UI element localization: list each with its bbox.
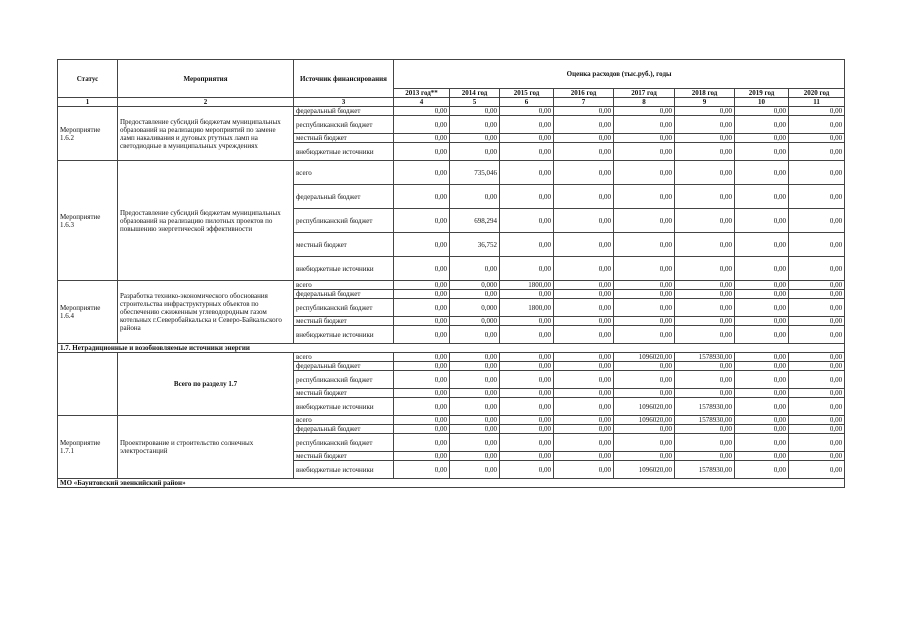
funding-source: местный бюджет bbox=[294, 389, 394, 398]
value-cell: 0,00 bbox=[675, 317, 735, 326]
measure-title: Всего по разделу 1.7 bbox=[118, 353, 294, 416]
value-cell: 0,00 bbox=[450, 143, 500, 161]
value-cell: 0,00 bbox=[450, 389, 500, 398]
value-cell: 0,00 bbox=[554, 416, 614, 425]
value-cell: 0,00 bbox=[554, 257, 614, 281]
value-cell: 0,00 bbox=[500, 371, 554, 389]
value-cell: 0,00 bbox=[394, 452, 450, 461]
value-cell: 0,00 bbox=[735, 233, 789, 257]
value-cell: 0,000 bbox=[450, 317, 500, 326]
year-header: 2017 год bbox=[614, 89, 675, 98]
table-row bbox=[58, 353, 845, 362]
funding-source: местный бюджет bbox=[294, 233, 394, 257]
value-cell: 0,00 bbox=[735, 116, 789, 134]
status-cell: Мероприятие 1.6.3 bbox=[58, 161, 118, 281]
value-cell: 0,00 bbox=[614, 389, 675, 398]
value-cell: 698,294 bbox=[450, 209, 500, 233]
status-cell: Мероприятие 1.7.1 bbox=[58, 416, 118, 479]
value-cell: 0,000 bbox=[450, 281, 500, 290]
value-cell: 0,00 bbox=[394, 425, 450, 434]
value-cell: 0,00 bbox=[554, 425, 614, 434]
value-cell: 0,00 bbox=[394, 281, 450, 290]
value-cell: 0,00 bbox=[394, 317, 450, 326]
value-cell: 1096020,00 bbox=[614, 353, 675, 362]
funding-source: местный бюджет bbox=[294, 452, 394, 461]
value-cell: 0,00 bbox=[789, 425, 845, 434]
value-cell: 0,00 bbox=[500, 389, 554, 398]
value-cell: 0,00 bbox=[735, 317, 789, 326]
value-cell: 0,00 bbox=[789, 257, 845, 281]
value-cell: 0,00 bbox=[735, 134, 789, 143]
value-cell: 0,00 bbox=[675, 371, 735, 389]
funding-source: внебюджетные источники bbox=[294, 326, 394, 344]
value-cell: 0,00 bbox=[394, 389, 450, 398]
value-cell: 0,00 bbox=[789, 161, 845, 185]
value-cell: 0,00 bbox=[789, 299, 845, 317]
value-cell: 0,00 bbox=[500, 461, 554, 479]
value-cell: 0,00 bbox=[789, 185, 845, 209]
column-number: 9 bbox=[675, 98, 735, 107]
funding-source: республиканский бюджет bbox=[294, 209, 394, 233]
value-cell: 1096020,00 bbox=[614, 416, 675, 425]
value-cell: 0,00 bbox=[614, 317, 675, 326]
value-cell: 0,00 bbox=[554, 134, 614, 143]
value-cell: 0,00 bbox=[554, 317, 614, 326]
value-cell: 0,00 bbox=[554, 299, 614, 317]
column-number: 3 bbox=[294, 98, 394, 107]
funding-source: всего bbox=[294, 161, 394, 185]
value-cell: 0,00 bbox=[554, 209, 614, 233]
value-cell: 0,00 bbox=[500, 434, 554, 452]
value-cell: 0,00 bbox=[554, 116, 614, 134]
value-cell: 0,00 bbox=[450, 116, 500, 134]
value-cell: 0,00 bbox=[500, 425, 554, 434]
value-cell: 0,00 bbox=[735, 353, 789, 362]
measure-title: Разработка технико-экономического обоснования строительства инфраструктурных объектов по обеспечению сжиженным углеводородным газом котельных г.Северобайкальска и Северо-Байкальского района bbox=[118, 281, 294, 344]
value-cell: 0,00 bbox=[675, 299, 735, 317]
table-row bbox=[58, 281, 845, 290]
value-cell: 0,00 bbox=[789, 416, 845, 425]
value-cell: 0,00 bbox=[500, 185, 554, 209]
funding-source: федеральный бюджет bbox=[294, 290, 394, 299]
value-cell: 0,00 bbox=[789, 353, 845, 362]
value-cell: 0,00 bbox=[554, 362, 614, 371]
value-cell: 0,00 bbox=[675, 209, 735, 233]
value-cell: 0,00 bbox=[554, 290, 614, 299]
value-cell: 0,00 bbox=[554, 185, 614, 209]
value-cell: 0,00 bbox=[450, 353, 500, 362]
value-cell: 0,00 bbox=[554, 434, 614, 452]
value-cell: 0,00 bbox=[394, 461, 450, 479]
value-cell: 1578930,00 bbox=[675, 398, 735, 416]
value-cell: 0,00 bbox=[554, 161, 614, 185]
value-cell: 0,00 bbox=[735, 209, 789, 233]
funding-source: республиканский бюджет bbox=[294, 116, 394, 134]
value-cell: 0,00 bbox=[675, 134, 735, 143]
value-cell: 0,00 bbox=[450, 425, 500, 434]
value-cell: 0,00 bbox=[554, 143, 614, 161]
value-cell: 0,00 bbox=[450, 326, 500, 344]
value-cell: 0,00 bbox=[735, 461, 789, 479]
value-cell: 0,00 bbox=[675, 452, 735, 461]
column-number: 8 bbox=[614, 98, 675, 107]
value-cell: 0,00 bbox=[735, 185, 789, 209]
value-cell: 0,00 bbox=[614, 362, 675, 371]
value-cell: 0,00 bbox=[394, 326, 450, 344]
status-cell: Мероприятие 1.6.4 bbox=[58, 281, 118, 344]
measure-title: Проектирование и строительство солнечных электростанций bbox=[118, 416, 294, 479]
value-cell: 0,00 bbox=[614, 233, 675, 257]
value-cell: 0,00 bbox=[735, 362, 789, 371]
year-header: 2016 год bbox=[554, 89, 614, 98]
value-cell: 0,00 bbox=[394, 107, 450, 116]
value-cell: 0,00 bbox=[554, 452, 614, 461]
table-row bbox=[58, 416, 845, 425]
value-cell: 0,00 bbox=[789, 317, 845, 326]
value-cell: 0,00 bbox=[554, 281, 614, 290]
value-cell: 0,00 bbox=[450, 257, 500, 281]
value-cell: 0,00 bbox=[394, 143, 450, 161]
value-cell: 0,00 bbox=[735, 107, 789, 116]
value-cell: 0,00 bbox=[675, 116, 735, 134]
value-cell: 0,00 bbox=[450, 134, 500, 143]
value-cell: 0,00 bbox=[500, 452, 554, 461]
value-cell: 0,00 bbox=[554, 353, 614, 362]
value-cell: 0,00 bbox=[394, 161, 450, 185]
section-title: МО «Баунтовский эвенкийский район» bbox=[58, 479, 845, 488]
value-cell: 0,00 bbox=[789, 281, 845, 290]
value-cell: 0,00 bbox=[394, 398, 450, 416]
value-cell: 0,00 bbox=[450, 107, 500, 116]
value-cell: 0,00 bbox=[614, 290, 675, 299]
value-cell: 0,00 bbox=[500, 362, 554, 371]
status-cell bbox=[58, 353, 118, 416]
year-header: 2015 год bbox=[500, 89, 554, 98]
value-cell: 0,00 bbox=[675, 425, 735, 434]
value-cell: 0,00 bbox=[614, 452, 675, 461]
table-body bbox=[58, 60, 845, 488]
value-cell: 0,00 bbox=[789, 107, 845, 116]
value-cell: 0,00 bbox=[675, 257, 735, 281]
value-cell: 0,00 bbox=[789, 398, 845, 416]
value-cell: 0,00 bbox=[614, 281, 675, 290]
funding-source: федеральный бюджет bbox=[294, 425, 394, 434]
value-cell: 0,00 bbox=[394, 233, 450, 257]
value-cell: 0,00 bbox=[675, 143, 735, 161]
value-cell: 0,00 bbox=[735, 326, 789, 344]
value-cell: 0,00 bbox=[675, 434, 735, 452]
column-number: 10 bbox=[735, 98, 789, 107]
value-cell: 0,00 bbox=[675, 185, 735, 209]
value-cell: 0,00 bbox=[789, 371, 845, 389]
measure-title: Предоставление субсидий бюджетам муниципальных образований на реализацию пилотных проектов по повышению энергетической эффективности bbox=[118, 161, 294, 281]
funding-source: федеральный бюджет bbox=[294, 185, 394, 209]
value-cell: 0,00 bbox=[500, 134, 554, 143]
funding-source: всего bbox=[294, 416, 394, 425]
value-cell: 0,00 bbox=[394, 353, 450, 362]
funding-source: республиканский бюджет bbox=[294, 434, 394, 452]
value-cell: 1800,00 bbox=[500, 299, 554, 317]
column-number: 7 bbox=[554, 98, 614, 107]
value-cell: 0,00 bbox=[500, 290, 554, 299]
value-cell: 0,00 bbox=[735, 371, 789, 389]
value-cell: 0,00 bbox=[394, 116, 450, 134]
funding-source: внебюджетные источники bbox=[294, 143, 394, 161]
column-number: 6 bbox=[500, 98, 554, 107]
value-cell: 0,00 bbox=[735, 143, 789, 161]
value-cell: 0,00 bbox=[735, 290, 789, 299]
value-cell: 0,00 bbox=[735, 425, 789, 434]
value-cell: 0,00 bbox=[450, 452, 500, 461]
value-cell: 0,00 bbox=[500, 143, 554, 161]
section-row bbox=[58, 479, 845, 488]
value-cell: 0,00 bbox=[500, 353, 554, 362]
value-cell: 0,00 bbox=[675, 281, 735, 290]
value-cell: 1578930,00 bbox=[675, 416, 735, 425]
value-cell: 1578930,00 bbox=[675, 353, 735, 362]
value-cell: 0,00 bbox=[450, 398, 500, 416]
value-cell: 1800,00 bbox=[500, 281, 554, 290]
value-cell: 1578930,00 bbox=[675, 461, 735, 479]
column-number: 2 bbox=[118, 98, 294, 107]
header-status: Статус bbox=[58, 60, 118, 98]
value-cell: 0,00 bbox=[735, 389, 789, 398]
value-cell: 0,00 bbox=[394, 416, 450, 425]
column-number: 1 bbox=[58, 98, 118, 107]
measure-title: Предоставление субсидий бюджетам муниципальных образований на реализацию мероприятий по замене ламп накаливания и дуговых ртутных ламп на светодиодные в муниципальных учреждениях bbox=[118, 107, 294, 161]
funding-source: федеральный бюджет bbox=[294, 107, 394, 116]
value-cell: 0,00 bbox=[789, 326, 845, 344]
section-row bbox=[58, 344, 845, 353]
column-number: 4 bbox=[394, 98, 450, 107]
value-cell: 1096020,00 bbox=[614, 398, 675, 416]
value-cell: 0,00 bbox=[735, 257, 789, 281]
funding-source: республиканский бюджет bbox=[294, 299, 394, 317]
value-cell: 0,00 bbox=[450, 185, 500, 209]
value-cell: 0,00 bbox=[450, 290, 500, 299]
value-cell: 0,00 bbox=[735, 434, 789, 452]
value-cell: 0,00 bbox=[614, 209, 675, 233]
value-cell: 0,00 bbox=[450, 461, 500, 479]
value-cell: 0,00 bbox=[394, 185, 450, 209]
value-cell: 0,00 bbox=[394, 371, 450, 389]
value-cell: 0,00 bbox=[614, 161, 675, 185]
value-cell: 0,00 bbox=[614, 326, 675, 344]
value-cell: 36,752 bbox=[450, 233, 500, 257]
value-cell: 0,00 bbox=[675, 107, 735, 116]
value-cell: 0,00 bbox=[500, 326, 554, 344]
value-cell: 0,00 bbox=[675, 233, 735, 257]
value-cell: 0,00 bbox=[789, 290, 845, 299]
column-number: 11 bbox=[789, 98, 845, 107]
value-cell: 0,00 bbox=[500, 317, 554, 326]
value-cell: 0,00 bbox=[735, 161, 789, 185]
header-measures: Мероприятия bbox=[118, 60, 294, 98]
value-cell: 0,00 bbox=[675, 362, 735, 371]
value-cell: 0,00 bbox=[394, 209, 450, 233]
value-cell: 0,00 bbox=[614, 143, 675, 161]
value-cell: 0,00 bbox=[554, 107, 614, 116]
value-cell: 0,00 bbox=[614, 107, 675, 116]
value-cell: 0,00 bbox=[675, 161, 735, 185]
funding-source: внебюджетные источники bbox=[294, 461, 394, 479]
value-cell: 0,00 bbox=[450, 362, 500, 371]
funding-source: местный бюджет bbox=[294, 317, 394, 326]
year-header: 2020 год bbox=[789, 89, 845, 98]
value-cell: 0,00 bbox=[450, 416, 500, 425]
value-cell: 0,00 bbox=[394, 257, 450, 281]
value-cell: 0,00 bbox=[675, 290, 735, 299]
funding-source: внебюджетные источники bbox=[294, 257, 394, 281]
value-cell: 0,00 bbox=[500, 416, 554, 425]
table-row bbox=[58, 107, 845, 116]
column-number: 5 bbox=[450, 98, 500, 107]
value-cell: 0,00 bbox=[614, 371, 675, 389]
value-cell: 0,00 bbox=[500, 398, 554, 416]
value-cell: 0,00 bbox=[735, 281, 789, 290]
value-cell: 0,00 bbox=[554, 371, 614, 389]
value-cell: 735,046 bbox=[450, 161, 500, 185]
value-cell: 0,00 bbox=[554, 233, 614, 257]
value-cell: 0,00 bbox=[789, 461, 845, 479]
value-cell: 0,00 bbox=[735, 398, 789, 416]
value-cell: 0,00 bbox=[554, 461, 614, 479]
funding-source: всего bbox=[294, 281, 394, 290]
value-cell: 0,00 bbox=[394, 434, 450, 452]
year-header: 2019 год bbox=[735, 89, 789, 98]
header-row bbox=[58, 60, 845, 89]
value-cell: 0,00 bbox=[614, 425, 675, 434]
value-cell: 1096020,00 bbox=[614, 461, 675, 479]
value-cell: 0,00 bbox=[500, 107, 554, 116]
value-cell: 0,00 bbox=[789, 116, 845, 134]
table-row bbox=[58, 161, 845, 185]
value-cell: 0,00 bbox=[554, 326, 614, 344]
value-cell: 0,00 bbox=[500, 257, 554, 281]
value-cell: 0,00 bbox=[394, 299, 450, 317]
value-cell: 0,00 bbox=[450, 434, 500, 452]
value-cell: 0,00 bbox=[500, 116, 554, 134]
status-cell: Мероприятие 1.6.2 bbox=[58, 107, 118, 161]
funding-source: местный бюджет bbox=[294, 134, 394, 143]
year-header: 2014 год bbox=[450, 89, 500, 98]
column-numbers-row bbox=[58, 98, 845, 107]
budget-table bbox=[57, 59, 845, 488]
funding-source: всего bbox=[294, 353, 394, 362]
value-cell: 0,000 bbox=[450, 299, 500, 317]
value-cell: 0,00 bbox=[614, 185, 675, 209]
value-cell: 0,00 bbox=[614, 299, 675, 317]
value-cell: 0,00 bbox=[735, 299, 789, 317]
value-cell: 0,00 bbox=[394, 362, 450, 371]
value-cell: 0,00 bbox=[735, 416, 789, 425]
value-cell: 0,00 bbox=[789, 389, 845, 398]
value-cell: 0,00 bbox=[554, 389, 614, 398]
value-cell: 0,00 bbox=[394, 134, 450, 143]
value-cell: 0,00 bbox=[614, 434, 675, 452]
value-cell: 0,00 bbox=[450, 371, 500, 389]
value-cell: 0,00 bbox=[675, 326, 735, 344]
value-cell: 0,00 bbox=[500, 161, 554, 185]
value-cell: 0,00 bbox=[500, 209, 554, 233]
funding-source: республиканский бюджет bbox=[294, 371, 394, 389]
section-title: 1.7. Нетрадиционные и возобновляемые источники энергии bbox=[58, 344, 845, 353]
value-cell: 0,00 bbox=[614, 116, 675, 134]
value-cell: 0,00 bbox=[789, 452, 845, 461]
value-cell: 0,00 bbox=[789, 209, 845, 233]
value-cell: 0,00 bbox=[789, 434, 845, 452]
funding-source: федеральный бюджет bbox=[294, 362, 394, 371]
value-cell: 0,00 bbox=[789, 233, 845, 257]
header-source: Источник финансирования bbox=[294, 60, 394, 98]
year-header: 2013 год** bbox=[394, 89, 450, 98]
header-estimate: Оценка расходов (тыс.руб.), годы bbox=[394, 60, 845, 89]
value-cell: 0,00 bbox=[675, 389, 735, 398]
value-cell: 0,00 bbox=[554, 398, 614, 416]
year-header: 2018 год bbox=[675, 89, 735, 98]
value-cell: 0,00 bbox=[789, 134, 845, 143]
value-cell: 0,00 bbox=[614, 257, 675, 281]
value-cell: 0,00 bbox=[394, 290, 450, 299]
value-cell: 0,00 bbox=[735, 452, 789, 461]
value-cell: 0,00 bbox=[614, 134, 675, 143]
value-cell: 0,00 bbox=[500, 233, 554, 257]
value-cell: 0,00 bbox=[789, 143, 845, 161]
funding-source: внебюджетные источники bbox=[294, 398, 394, 416]
value-cell: 0,00 bbox=[789, 362, 845, 371]
